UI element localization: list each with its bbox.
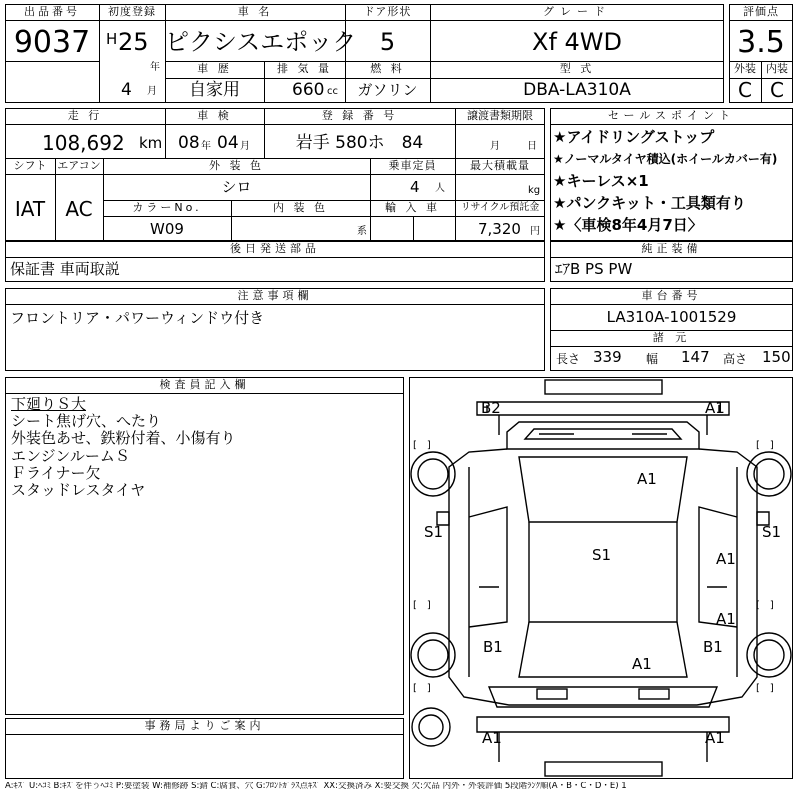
notes-label: 注意事項欄: [237, 289, 313, 302]
inspection-year-unit: 年: [201, 141, 211, 152]
bracket-bottom-right: [ ]: [756, 683, 774, 694]
mark-right-front-door: A1: [716, 550, 736, 568]
fuel-label: 燃 料: [370, 62, 405, 75]
mark-right-rear-door: A1: [716, 610, 736, 628]
car-name-label: 車 名: [237, 5, 273, 18]
office-label: 事務局よりご案内: [144, 719, 265, 732]
later-parts-value: 保証書 車両取説: [10, 260, 120, 278]
mark-left-front-fender: S1: [424, 523, 444, 541]
bracket-front-left: [ ]: [413, 440, 431, 451]
wheel-front-left: [411, 452, 455, 496]
history: 自家用: [189, 80, 240, 100]
shift-label: シフト: [13, 159, 47, 172]
chassis-value: LA310A-1001529: [606, 308, 737, 326]
sales-point-3: ★キーレス×1: [553, 172, 649, 190]
max-load-label: 最大積載量: [470, 159, 530, 172]
roof-outline: [519, 457, 687, 522]
recycle-unit: 円: [530, 226, 540, 237]
inspection-month-unit: 月: [240, 141, 250, 152]
import-label: 輸 入 車: [385, 201, 440, 214]
mark-rear-left: A1: [482, 729, 502, 747]
dimensions-label: 諸 元: [652, 331, 691, 344]
hood-outline: [507, 422, 699, 449]
ext-color-label: 外 装 色: [209, 159, 264, 172]
exterior-label: 外装: [734, 62, 756, 75]
capacity-unit: 人: [435, 183, 445, 194]
inspector-line-1: 下廻りＳ大: [11, 395, 87, 413]
inspector-label: 検査員記入欄: [159, 378, 250, 391]
score-label: 評価点: [743, 5, 779, 18]
recycle-label: リサイクル預託金: [460, 202, 540, 213]
bracket-bottom-left: [ ]: [413, 683, 431, 694]
height-value: 150: [762, 348, 791, 366]
wheel-rear-left: [411, 633, 455, 677]
mileage-label: 走 行: [67, 109, 103, 122]
recycle-fee: 7,320: [478, 220, 521, 238]
history-label: 車 歴: [197, 62, 232, 75]
mark-hood: A1: [637, 470, 657, 488]
era: H: [106, 30, 118, 48]
grade-label: グレード: [543, 5, 611, 18]
front-bumper: [477, 399, 729, 417]
length-value: 339: [593, 348, 622, 366]
plate-label: 登 録 番 号: [321, 109, 398, 122]
mileage: 108,692: [42, 131, 125, 155]
score: 3.5: [737, 25, 785, 60]
chassis-label: 車台番号: [641, 289, 702, 302]
int-color-suffix: 系: [357, 226, 367, 237]
equipment-value: ｴｱB PS PW: [555, 260, 633, 278]
mark-front-left: B2: [481, 399, 501, 417]
sales-point-2: ★ノーマルタイヤ積込(ホイールカバー有): [553, 152, 778, 166]
spare-tire-icon: [411, 705, 451, 749]
color-no: W09: [150, 220, 184, 238]
first-reg-label: 初度登録: [108, 5, 156, 18]
displacement: 660: [292, 80, 325, 100]
inspection-label: 車 検: [197, 109, 232, 122]
inspection-month: 04: [217, 133, 239, 153]
aircon: AC: [65, 197, 93, 221]
first-reg-year: 25: [118, 28, 149, 56]
model-code: DBA-LA310A: [523, 80, 631, 100]
shift: IAT: [14, 197, 46, 221]
month-unit: 月: [147, 86, 157, 97]
wheel-rear-right: [747, 633, 791, 677]
bracket-rear-right: [ ]: [756, 600, 774, 611]
bracket-rear-left: [ ]: [413, 600, 431, 611]
aircon-label: エアコン: [57, 159, 101, 172]
inspector-line-5: Ｆライナー欠: [11, 464, 101, 482]
mark-right-rear-fender: B1: [703, 638, 723, 656]
capacity-label: 乗車定員: [388, 159, 437, 172]
plate: 岩手 580ホ 84: [295, 133, 424, 153]
rear-bumper: [489, 687, 717, 707]
displacement-unit: cc: [327, 86, 338, 97]
mark-rear-right: A1: [705, 729, 725, 747]
door-label: ドア形状: [363, 5, 412, 18]
transfer-deadline-label: 譲渡書類期限: [467, 109, 533, 122]
inspector-line-3: 外装色あせ、鉄粉付着、小傷有り: [11, 429, 236, 447]
transfer-day-unit: 日: [527, 141, 537, 152]
doors: 5: [379, 28, 396, 56]
capacity: 4: [410, 178, 420, 196]
grade: Xf 4WD: [532, 28, 622, 56]
equipment-label: 純正装備: [641, 242, 702, 255]
sales-point-4: ★パンクキット・工具類有り: [553, 194, 746, 212]
model-code-label: 型 式: [559, 62, 595, 75]
interior-label: 内装: [766, 62, 788, 75]
sales-point-5: ★〈車検8年4月7日〉: [553, 216, 703, 234]
mileage-unit: km: [139, 134, 163, 152]
legend: A:ｷｽﾞ U:ﾍｺﾐ B:ｷｽﾞを伴うﾍｺﾐ P:要塗装 W:補修跡 S:錆 C:腐食、穴 G:ﾌﾛﾝﾄｶﾞﾗｽ点ｷｽﾞ XX:交換済み X:要交換 欠:欠品 内外・外装評価 5段階ﾗﾝｸ順(A・B・C・D・E) 1: [5, 782, 627, 791]
interior-grade: C: [770, 78, 784, 102]
inspector-line-2: シート焦げ穴、へたり: [11, 412, 162, 430]
later-parts-label: 後日発送部品: [230, 242, 320, 255]
inspector-line-6: スタッドレスタイヤ: [11, 481, 146, 499]
displacement-label: 排 気 量: [277, 62, 332, 75]
bracket-front-right: [ ]: [756, 440, 774, 451]
max-load-unit: kg: [528, 185, 541, 196]
int-color-label: 内 装 色: [273, 201, 328, 214]
length-label: 長さ: [556, 352, 581, 366]
width-label: 幅: [646, 352, 659, 366]
mark-roof: S1: [592, 546, 612, 564]
notes-value: フロントリア・パワーウィンドウ付き: [10, 309, 265, 327]
inspection-year: 08: [178, 133, 200, 153]
car-diagram: [409, 377, 793, 779]
mark-left-rear-fender: B1: [483, 638, 503, 656]
mark-front-right: A1: [705, 399, 725, 417]
lot-number: 9037: [13, 25, 91, 60]
ext-color: シロ: [221, 178, 252, 196]
mark-right-front-fender: S1: [762, 523, 782, 541]
body-outline: [449, 449, 757, 705]
wheel-front-right: [747, 452, 791, 496]
width-value: 147: [681, 348, 710, 366]
mark-trunk: A1: [632, 655, 652, 673]
lot-number-label: 出品番号: [24, 5, 80, 18]
roof-rail-top: [545, 380, 662, 394]
year-unit: 年: [150, 62, 160, 73]
transfer-month-unit: 月: [490, 141, 500, 152]
sales-points-label: セールスポイント: [607, 109, 735, 122]
car-name: ピクシスエポック: [165, 28, 357, 56]
fuel: ガソリン: [357, 81, 418, 99]
color-no-label: カラーNo.: [132, 201, 202, 214]
height-label: 高さ: [723, 352, 748, 366]
rear-edge: [477, 717, 729, 732]
inspector-line-4: エンジンルームＳ: [11, 447, 130, 465]
sales-point-1: ★アイドリングストップ: [553, 128, 715, 146]
first-reg-month: 4: [121, 80, 132, 100]
exterior-grade: C: [738, 78, 752, 102]
